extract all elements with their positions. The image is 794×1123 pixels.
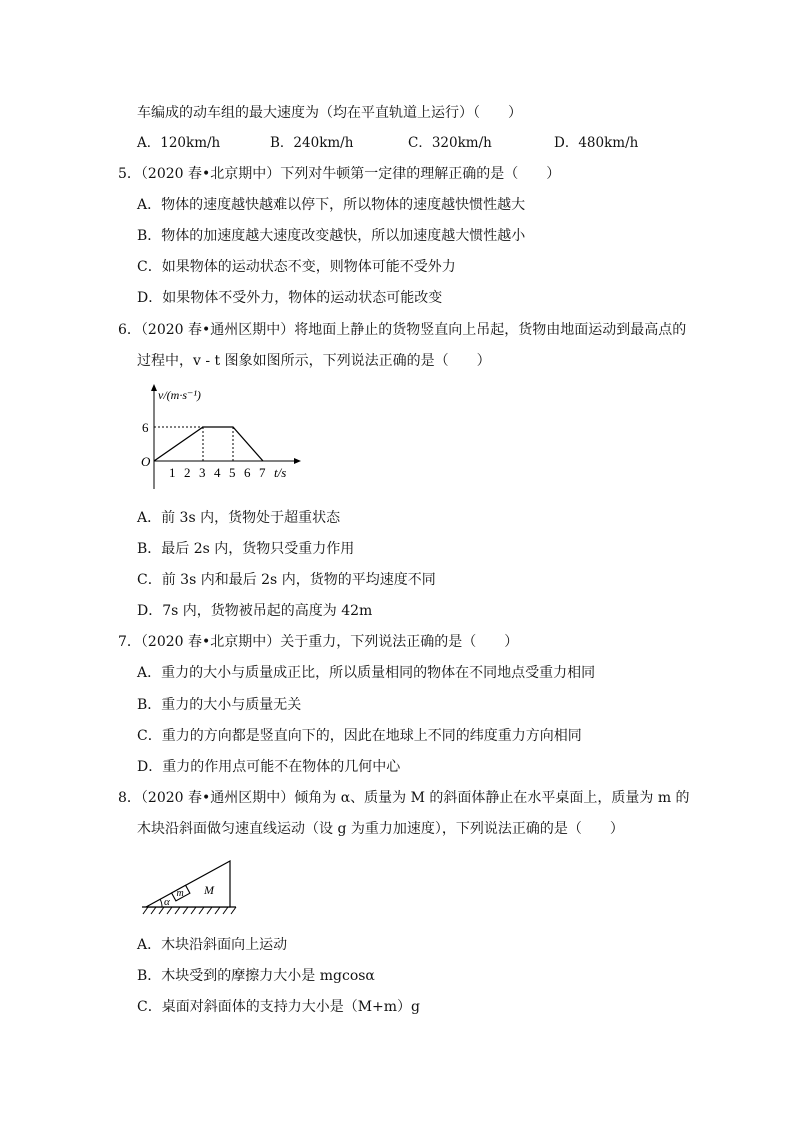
q4-stem-continuation: 车编成的动车组的最大速度为（均在平直轨道上运行）（ ）: [137, 105, 522, 121]
vt-xtick-6: 6: [244, 465, 251, 480]
q6-stem-line1: 6．（2020 春•通州区期中）将地面上静止的货物竖直向上吊起，货物由地面运动到最高点的: [118, 322, 687, 338]
q4-option-d: D．480km/h: [554, 135, 639, 151]
q8-option-c: C．桌面对斜面体的支持力大小是（M+m）g: [137, 999, 421, 1015]
vt-x-arrow: [294, 458, 301, 464]
vt-xtick-4: 4: [214, 465, 221, 480]
vt-ytick-6: 6: [142, 420, 149, 435]
q7-option-c: C．重力的方向都是竖直向下的，因此在地球上不同的纬度重力方向相同: [137, 728, 582, 744]
vt-y-label: v/(m·s⁻¹): [158, 388, 201, 402]
q7-option-b: B．重力的大小与质量无关: [137, 697, 302, 713]
q4-option-c: C．320km/h: [408, 135, 492, 151]
q8-stem-line1: 8．（2020 春•通州区期中）倾角为 α、质量为 M 的斜面体静止在水平桌面上，质量为 m 的: [118, 790, 690, 806]
vt-y-arrow: [151, 384, 157, 391]
vt-xtick-1: 1: [169, 465, 176, 480]
vt-xtick-2: 2: [184, 465, 191, 480]
q4-option-b: B．240km/h: [270, 135, 354, 151]
vt-x-label: t/s: [274, 465, 287, 480]
q5-option-c: C．如果物体的运动状态不变，则物体可能不受外力: [137, 259, 456, 275]
wedge-M-label: M: [204, 883, 214, 897]
vt-graph: [140, 381, 310, 493]
q7-stem: 7．（2020 春•北京期中）关于重力，下列说法正确的是（ ）: [118, 634, 519, 650]
q7-option-a: A．重力的大小与质量成正比，所以质量相同的物体在不同地点受重力相同: [137, 665, 596, 681]
vt-xtick-3: 3: [199, 465, 206, 480]
incline-figure: [138, 857, 238, 917]
q8-option-a: A．木块沿斜面向上运动: [137, 937, 288, 953]
q4-option-a: A．120km/h: [137, 135, 221, 151]
q8-stem-line2: 木块沿斜面做匀速直线运动（设 g 为重力加速度），下列说法正确的是（ ）: [137, 821, 624, 837]
q6-option-b: B．最后 2s 内，货物只受重力作用: [137, 541, 355, 557]
q8-option-b: B．木块受到的摩擦力大小是 mgcosα: [137, 968, 375, 984]
q5-option-d: D．如果物体不受外力，物体的运动状态可能改变: [137, 290, 443, 306]
vt-curve: [154, 427, 263, 461]
vt-origin: O: [141, 454, 151, 469]
q6-option-a: A．前 3s 内，货物处于超重状态: [137, 510, 341, 526]
q6-option-d: D．7s 内，货物被吊起的高度为 42m: [137, 603, 373, 619]
q6-option-c: C．前 3s 内和最后 2s 内，货物的平均速度不同: [137, 572, 436, 588]
wedge-M: [146, 861, 230, 907]
angle-alpha-label: α: [164, 896, 170, 908]
vt-xtick-5: 5: [229, 465, 236, 480]
q6-stem-line2: 过程中，v - t 图象如图所示，下列说法正确的是（ ）: [137, 353, 491, 369]
vt-xtick-7: 7: [259, 465, 266, 480]
q7-option-d: D．重力的作用点可能不在物体的几何中心: [137, 759, 401, 775]
ground-hatching: [143, 907, 236, 914]
q5-stem: 5．（2020 春•北京期中）下列对牛顿第一定律的理解正确的是（ ）: [118, 166, 561, 182]
q5-option-a: A．物体的速度越快越难以停下，所以物体的速度越快惯性越大: [137, 197, 526, 213]
q5-option-b: B．物体的加速度越大速度改变越快，所以加速度越大惯性越小: [137, 228, 526, 244]
block-m-label: m: [176, 888, 184, 899]
